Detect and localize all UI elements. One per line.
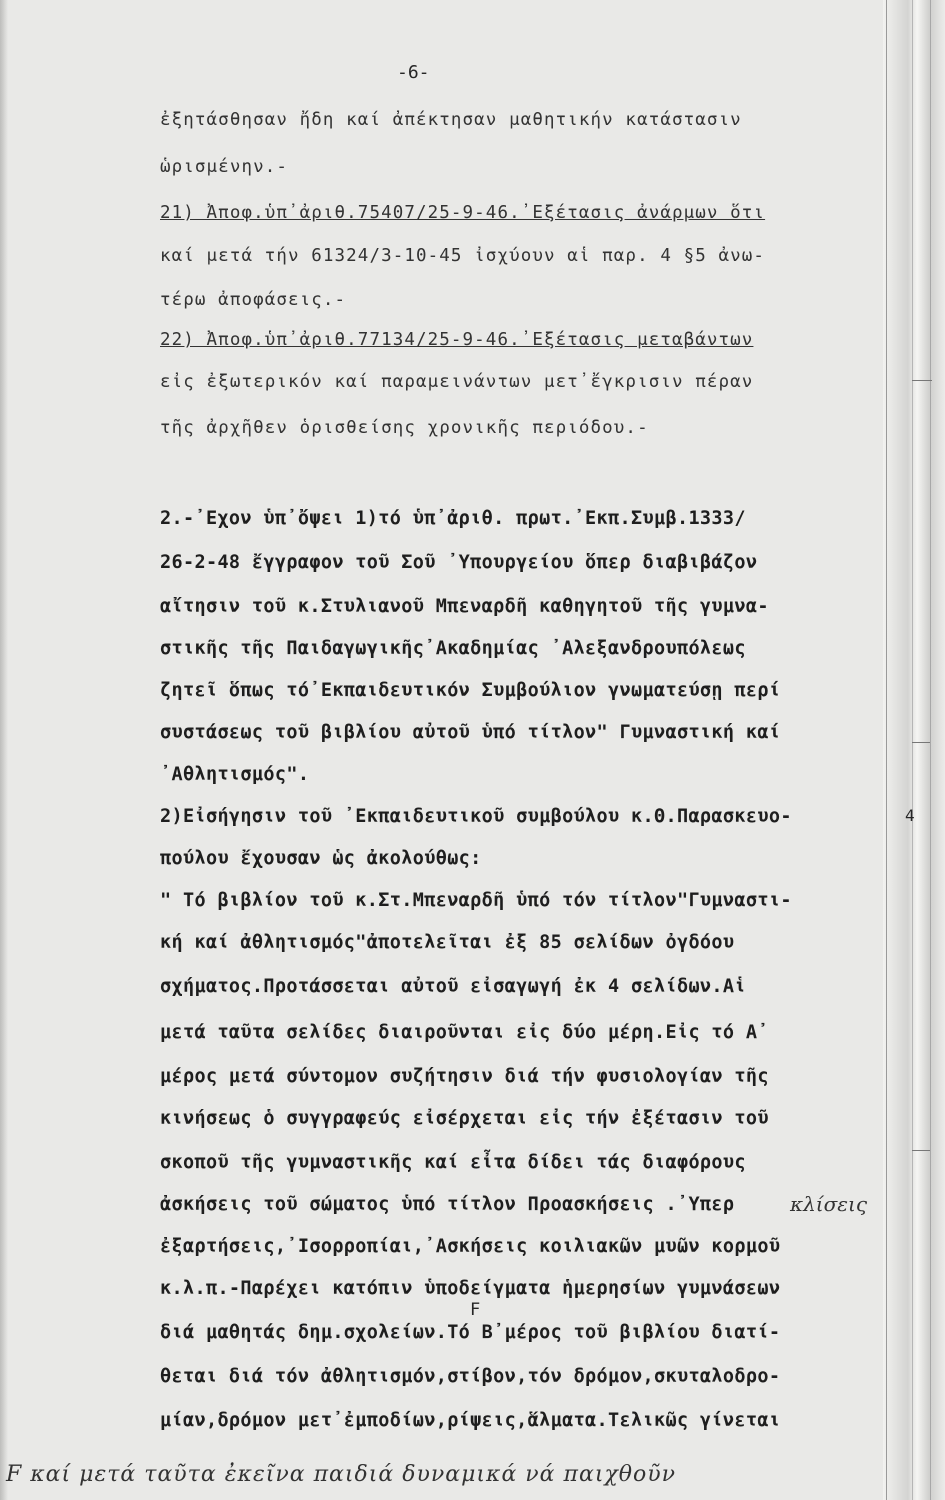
text-line: πούλου ἔχουσαν ὡς ἀκολούθως: [160, 848, 482, 869]
text-line: μέρος μετά σύντομον συζήτησιν διά τήν φυσιολογίαν τῆς [160, 1066, 769, 1087]
margin-tick [912, 1150, 930, 1151]
text-line: " Τό βιβλίον τοῦ κ.Στ.Μπεναρδῆ ὑπό τόν τίτλον"Γυμναστι- [160, 890, 792, 911]
margin-number: 4 [905, 806, 915, 825]
text-line: ἐξαρτήσεις,᾽Ισορροπίαι,᾽Ασκήσεις κοιλιακῶν μυῶν κορμοῦ [160, 1236, 781, 1257]
text-line: κή καί ἀθλητισμός"ἀποτελεῖται ἐξ 85 σελίδων ὀγδόου [160, 932, 735, 953]
text-line: καί μετά τήν 61324/3-10-45 ἰσχύουν αἱ παρ. 4 §5 ἀνω- [160, 246, 766, 266]
text-line: τέρω ἀποφάσεις.- [160, 290, 347, 310]
text-line: ὡρισμένην.- [160, 157, 288, 177]
text-line: 26-2-48 ἔγγραφον τοῦ Σοῦ ᾽Υπουργείου ὅπερ διαβιβάζον [160, 552, 758, 573]
text-line: 21) Ἀποφ.ὑπ᾽ἀριθ.75407/25-9-46.᾽Εξέτασις ἀνάρμων ὅτι [160, 203, 766, 223]
scan-left-edge [0, 0, 8, 1500]
text-line: 2.-᾽Εχον ὑπ᾽ὄψει 1)τό ὑπ᾽ἀριθ. πρωτ.᾽Εκπ.Συμβ.1333/ [160, 508, 746, 529]
text-line: κ.λ.π.-Παρέχει κατόπιν ὑποδείγματα ἡμερησίων γυμνάσεων [160, 1278, 781, 1299]
text-line: ᾽Αθλητισμός". [160, 764, 310, 785]
text-line: θεται διά τόν ἀθλητισμόν,στίβον,τόν δρόμον,σκυταλοδρο- [160, 1366, 781, 1387]
text-line: διά μαθητάς δημ.σχολείων.Τό Β᾽μέρος τοῦ βιβλίου διατί- [160, 1322, 781, 1343]
text-line: αἴτησιν τοῦ κ.Στυλιανοῦ Μπεναρδῆ καθηγητοῦ τῆς γυμνα- [160, 596, 769, 617]
text-line: στικῆς τῆς Παιδαγωγικῆς᾽Ακαδημίας ᾽Αλεξανδρουπόλεως [160, 638, 746, 659]
margin-tick [912, 742, 930, 743]
text-line: συστάσεως τοῦ βιβλίου αὐτοῦ ὑπό τίτλον" Γυμναστική καί [160, 722, 781, 743]
text-line: ἐξητάσθησαν ἤδη καί ἀπέκτησαν μαθητικήν κατάστασιν [160, 110, 742, 130]
binding-line [886, 0, 887, 1500]
binding-line [930, 0, 931, 1500]
text-line: ζητεῖ ὅπως τό᾽Εκπαιδευτικόν Συμβούλιον γνωματεύσῃ περί [160, 680, 781, 701]
insertion-mark: F [470, 1300, 481, 1320]
text-line: κινήσεως ὁ συγγραφεύς εἰσέρχεται εἰς τήν ἐξέτασιν τοῦ [160, 1108, 769, 1129]
binding-edge [883, 0, 945, 1500]
text-line: εἰς ἐξωτερικόν καί παραμεινάντων μετ᾽ἔγκρισιν πέραν [160, 372, 754, 392]
text-line: ἀσκήσεις τοῦ σώματος ὑπό τίτλον Προασκήσεις .᾽Υπερ [160, 1194, 735, 1215]
text-line: 2)Εἰσήγησιν τοῦ ᾽Εκπαιδευτικοῦ συμβούλου κ.Θ.Παρασκευο- [160, 806, 792, 827]
text-line: μίαν,δρόμον μετ᾽ἐμποδίων,ρίψεις,ἅλματα.Τελικῶς γίνεται [160, 1410, 781, 1431]
handwritten-footer: F καί μετά ταῦτα ἐκεῖνα παιδιά δυναμικά νά παιχθοῦν [6, 1462, 677, 1487]
text-line: σκοποῦ τῆς γυμναστικῆς καί εἶτα δίδει τάς διαφόρους [160, 1152, 746, 1173]
text-line: σχήματος.Προτάσσεται αὐτοῦ εἰσαγωγή ἐκ 4 σελίδων.Αἱ [160, 976, 746, 997]
binding-line [912, 0, 913, 1500]
handwritten-margin-note: κλίσεις [790, 1192, 868, 1216]
page-number: -6- [397, 62, 430, 83]
text-line: 22) Ἀποφ.ὑπ᾽ἀριθ.77134/25-9-46.᾽Εξέτασις μεταβάντων [160, 330, 754, 350]
text-line: μετά ταῦτα σελίδες διαιροῦνται εἰς δύο μέρη.Εἰς τό Α᾽ [160, 1022, 769, 1043]
text-line: τῆς ἀρχῆθεν ὁρισθείσης χρονικῆς περιόδου.- [160, 418, 649, 438]
margin-tick [912, 380, 932, 381]
